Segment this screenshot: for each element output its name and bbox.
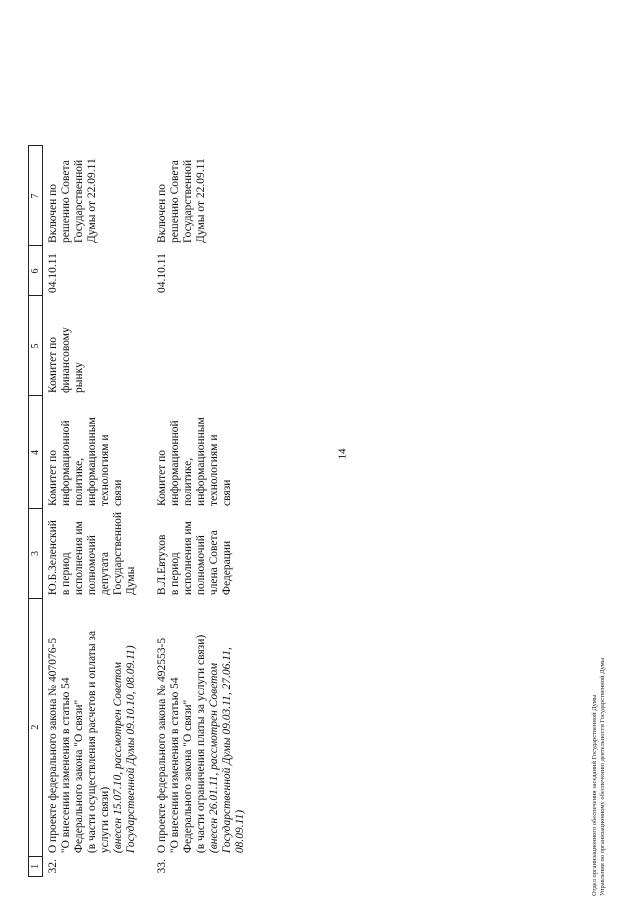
column-header: 2 [29,598,43,856]
decision-note [43,146,139,246]
cell-line: Федерации [221,540,233,596]
table-row [138,146,247,877]
cell-line: (в части осуществления расчетов и оплаты за [86,630,98,854]
cell-line: Думы от 22.09.11 [86,158,98,243]
co-executor-committee [138,296,247,396]
footer [591,196,607,896]
cell-line: исполнения им [73,521,85,596]
cell-line: В.Л.Евтухов [156,534,168,596]
cell-line: Комитет по [156,449,168,506]
cell-line: политике, [73,457,85,506]
date: 04.10.11 [156,253,168,293]
cell-line: услуги связи) [99,786,111,854]
cell-line: 08.09.11) [234,809,246,854]
cell-line: исполнения им [182,521,194,596]
co-executor-committee [43,296,139,396]
decision-note [138,146,247,246]
bill-title [43,598,139,856]
cell-line: Федерального закона "О связи" [182,699,194,854]
cell-line: информационным [195,417,207,506]
cell-line: технологиям и [208,434,220,506]
cell-line: финансовому [60,327,72,393]
cell-line: Ю.Б.Зеленский [47,520,59,596]
responsible-committee [138,396,247,509]
rotated-page-content [28,12,628,877]
responsible-committee [43,396,139,509]
cell-line: депутата [99,552,111,596]
column-header: 4 [29,396,43,509]
cell-line: рынку [73,362,85,393]
column-header: 1 [29,856,43,876]
page-number: 14 [336,448,349,460]
cell-line: члена Совета [208,530,220,596]
cell-line: полномочий [86,535,98,596]
bill-title [138,598,247,856]
cell-line: решению Совета [60,160,72,243]
column-header: 7 [29,146,43,246]
cell-line: Включен по [156,183,168,243]
bills-table [28,145,247,877]
cell-line: информационной [60,420,72,506]
cell-line: технологиям и [99,434,111,506]
date: 04.10.11 [47,253,59,293]
footer-line-2: Управления по организационному обеспечению деятельности Государственной Думы [599,657,606,896]
column-header: 6 [29,246,43,296]
cell-line: информационным [86,417,98,506]
cell-line: Думы от 22.09.11 [195,158,207,243]
cell-line: связи [221,479,233,506]
bill-author [138,509,247,598]
cell-line: в период [169,552,181,596]
row-number: 33. [156,859,168,874]
table-row [43,146,139,877]
cell-line: Федерального закона "О связи" [73,699,85,854]
row-number: 32. [47,859,59,874]
cell-line: решению Совета [169,160,181,243]
bill-author [43,509,139,598]
cell-line: Комитет по [47,449,59,506]
cell-line: Включен по [47,183,59,243]
cell-line: (внесен 15.07.10, рассмотрен Советом [112,662,124,854]
cell-line: связи [112,479,124,506]
cell-line: информационной [169,420,181,506]
column-header: 3 [29,509,43,598]
column-number-row [29,146,43,877]
cell-line: Государственной Думы 09.10.10, 08.09.11) [125,645,137,854]
cell-line: Государственной [73,159,85,243]
cell-line: О проекте федерального закона № 407076-5 [47,637,59,854]
cell-line: Государственной [182,159,194,243]
cell-line: (в части ограничения платы за услуги связи) [195,634,207,854]
cell-line: полномочий [195,535,207,596]
cell-line: Думы [125,566,137,596]
cell-line: "О внесении изменения в статью 54 [169,677,181,854]
cell-line: политике, [182,457,194,506]
cell-line: "О внесении изменения в статью 54 [60,677,72,854]
cell-line: О проекте федерального закона № 492553-5 [156,637,168,854]
column-header: 5 [29,296,43,396]
cell-line: (внесен 26.01.11, рассмотрен Советом [208,662,220,854]
cell-line: в период [60,552,72,596]
cell-line: Комитет по [47,336,59,393]
cell-line: Государственной Думы 09.03.11, 27.06.11, [221,647,233,854]
cell-line: Государственной [112,511,124,596]
footer-line-1: Отдел организационного обеспечения заседаний Государственной Думы [591,694,598,896]
